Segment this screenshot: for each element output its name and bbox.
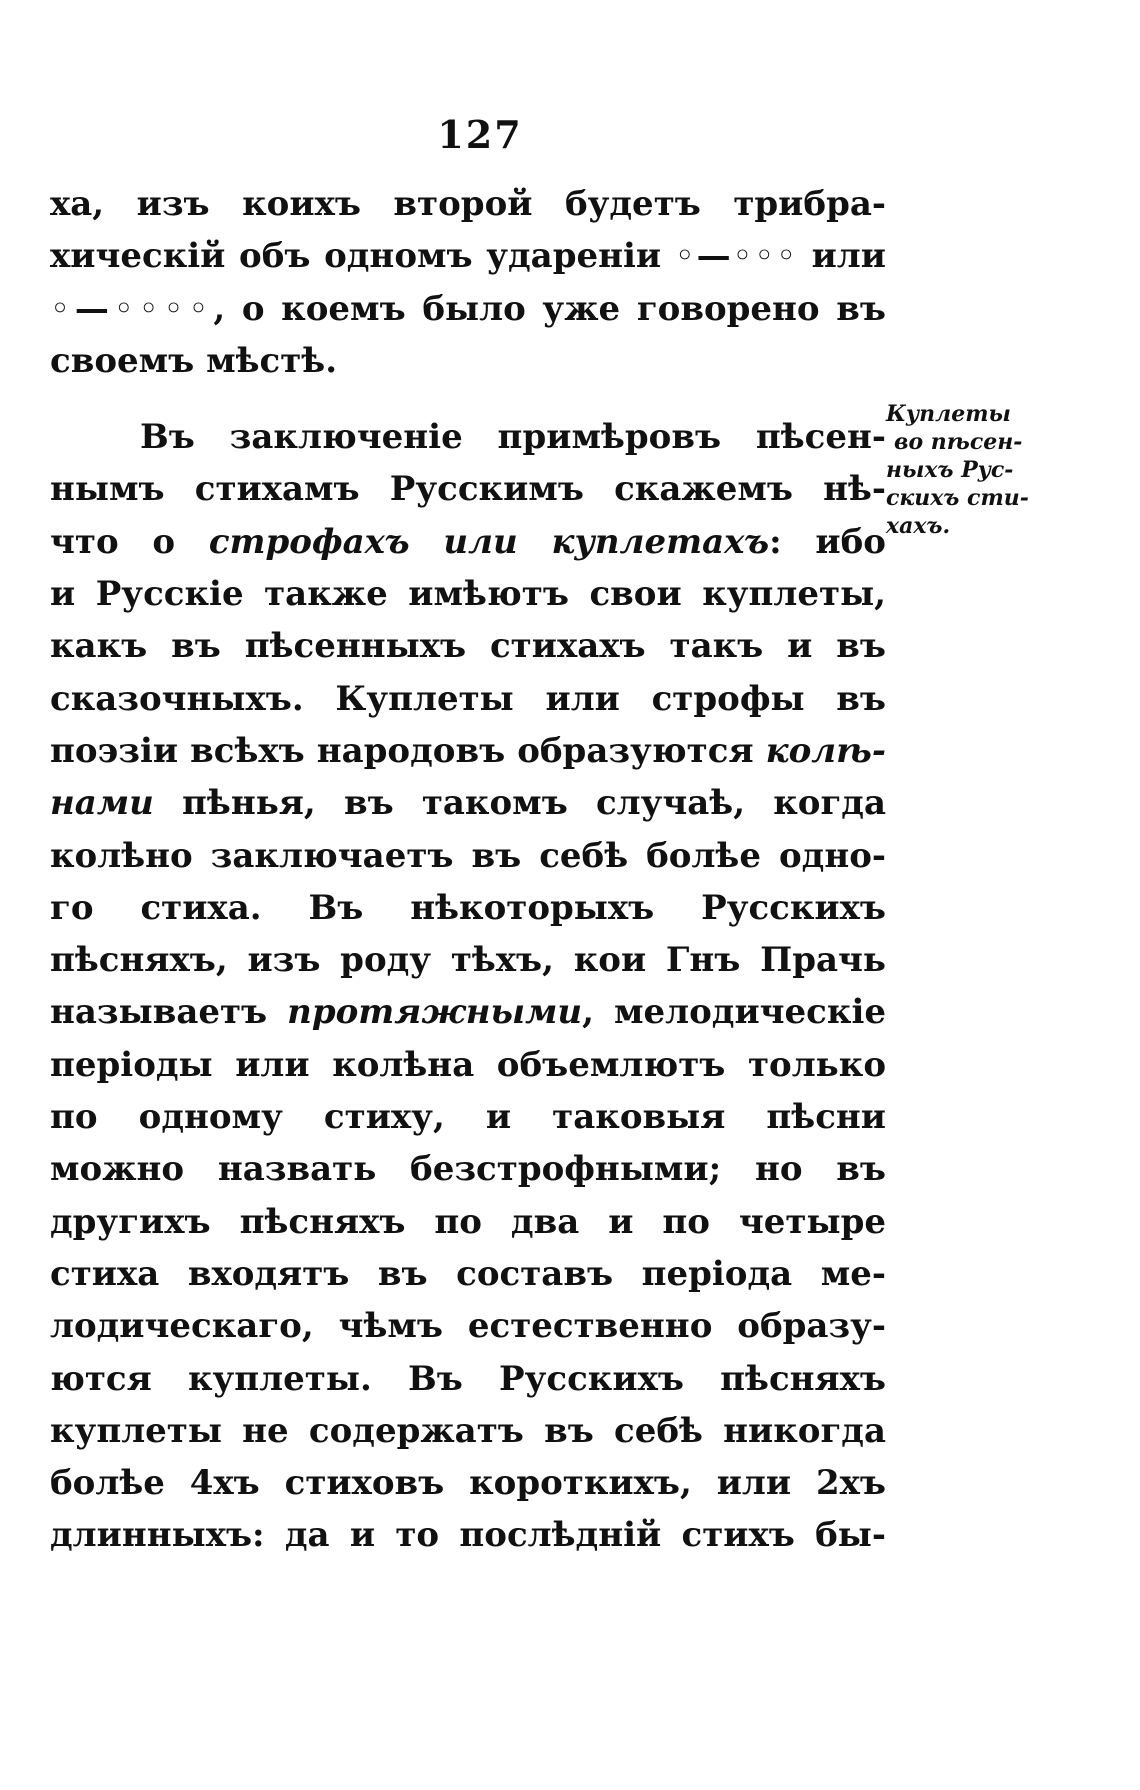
text-segment: : ибо: [769, 521, 886, 562]
text-line: [50, 725, 886, 777]
text-segment: поэзіи всѣхъ народовъ образуются: [50, 730, 754, 771]
text-line: колѣно заключаетъ въ себѣ болѣе одно-: [50, 835, 886, 876]
text-line: [50, 516, 886, 568]
text-segment: что о: [50, 521, 176, 562]
emphasis-text: строфахъ или куплетахъ: [208, 521, 770, 562]
text-line: другихъ пѣсняхъ по два и по четыре: [50, 1201, 886, 1242]
margin-note: [886, 400, 1036, 540]
text-line: своемъ мѣстѣ.: [50, 340, 338, 381]
text-line: пѣсняхъ, изъ роду тѣхъ, кои Гнъ Прачь: [50, 940, 886, 981]
text-line: можно назвать безстрофными; но въ: [50, 1149, 886, 1190]
text-line: [50, 777, 886, 829]
emphasis-text: протяжными: [287, 992, 583, 1033]
text-line: куплеты не содержатъ въ себѣ никогда: [50, 1410, 886, 1451]
emphasis-text: нами: [50, 783, 154, 824]
text-segment: , мелодическіе: [582, 992, 886, 1033]
margin-note-line: Куплеты: [886, 401, 1011, 427]
emphasis-text: колѣ-: [765, 730, 886, 771]
text-line: ха, изъ коихъ второй будетъ трибра-: [50, 184, 886, 224]
text-line: ются куплеты. Въ Русскихъ пѣсняхъ: [50, 1358, 886, 1399]
paragraph-gap: [50, 387, 886, 411]
margin-note-line: скихъ сти-: [886, 485, 1029, 511]
text-line: ◦—◦◦◦◦, о коемъ было уже говорено въ: [50, 288, 886, 329]
text-line: нымъ стихамъ Русскимъ скажемъ нѣ-: [50, 469, 886, 510]
paragraph-1: [50, 178, 886, 387]
margin-note-line: хахъ.: [886, 513, 951, 539]
text-line: го стиха. Въ нѣкоторыхъ Русскихъ: [50, 887, 886, 928]
text-line: какъ въ пѣсенныхъ стихахъ такъ и въ: [50, 626, 886, 667]
text-line: лодическаго, чѣмъ естественно образу-: [50, 1306, 886, 1347]
text-line: Въ заключеніе примѣровъ пѣсен-: [140, 417, 886, 458]
page-body: [50, 178, 886, 1562]
paragraph-2: [50, 411, 886, 1562]
text-segment: пѣнья, въ такомъ случаѣ, когда: [182, 783, 886, 824]
page-number: 127: [437, 112, 523, 157]
text-line: [50, 986, 886, 1038]
text-line: и Русскіе также имѣютъ свои куплеты,: [50, 574, 886, 615]
margin-note-line: ныхъ Рус-: [886, 457, 1014, 483]
text-line: сказочныхъ. Куплеты или строфы въ: [50, 678, 886, 719]
text-line: хическій объ одномъ удареніи ◦—◦◦◦ или: [50, 236, 886, 277]
margin-note-line: во пѣсен-: [894, 429, 1023, 455]
text-segment: называетъ: [50, 992, 268, 1033]
text-line: длинныхъ: да и то послѣдній стихъ бы-: [50, 1515, 886, 1556]
text-line: болѣе 4хъ стиховъ короткихъ, или 2хъ: [50, 1463, 886, 1504]
text-line: стиха входятъ въ составъ періода ме-: [50, 1253, 886, 1294]
text-line: по одному стиху, и таковыя пѣсни: [50, 1097, 886, 1138]
text-line: періоды или колѣна объемлютъ только: [50, 1044, 886, 1085]
